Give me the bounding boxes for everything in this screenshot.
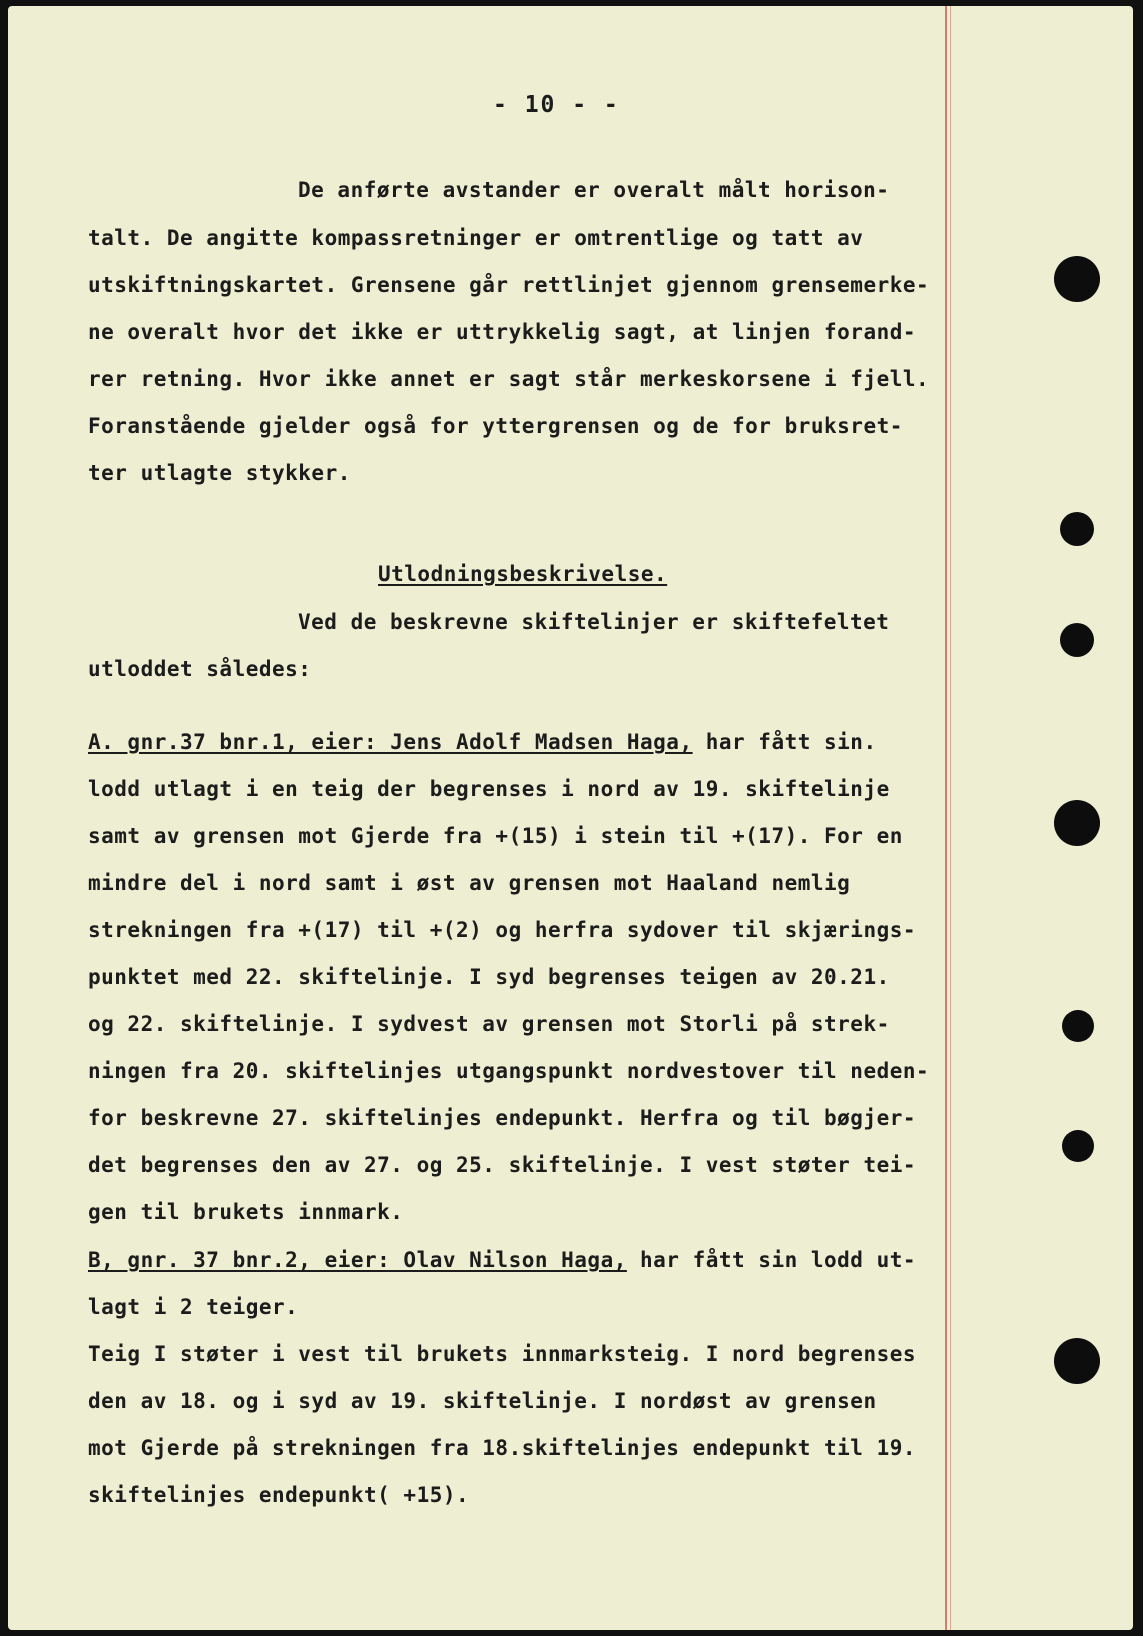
entry-a-rest: har fått sin. (692, 730, 877, 754)
entry-b-first-line (88, 1248, 916, 1272)
page-number: - 10 - - (493, 92, 620, 118)
section-line: Ved de beskrevne skiftelinjer er skiftefeltet (298, 610, 890, 634)
entry-a-owner: A. gnr.37 bnr.1, eier: Jens Adolf Madsen Haga, (88, 730, 693, 754)
binder-hole (1054, 256, 1100, 302)
intro-line: Foranstående gjelder også for yttergrensen og de for bruksret- (88, 414, 903, 438)
binder-hole (1062, 1010, 1094, 1042)
intro-line: rer retning. Hvor ikke annet er sagt står merkeskorsene i fjell. (88, 367, 930, 391)
section-heading: Utlodningsbeskrivelse. (378, 562, 668, 586)
entry-b-line: mot Gjerde på strekningen fra 18.skiftelinjes endepunkt til 19. (88, 1436, 917, 1460)
margin-rule-secondary (950, 6, 951, 1630)
entry-a-first-line (88, 730, 877, 754)
binder-hole (1054, 1338, 1100, 1384)
entry-a-line: ningen fra 20. skiftelinjes utgangspunkt nordvestover til neden- (88, 1059, 930, 1083)
binder-hole (1060, 623, 1094, 657)
entry-a-line: for beskrevne 27. skiftelinjes endepunkt. Herfra og til bøgjer- (88, 1106, 917, 1130)
entry-a-line: mindre del i nord samt i øst av grensen mot Haaland nemlig (88, 871, 851, 895)
entry-b-line: Teig I støter i vest til brukets innmarksteig. I nord begrenses (88, 1342, 917, 1366)
binder-hole (1054, 800, 1100, 846)
entry-a-line: gen til brukets innmark. (88, 1200, 404, 1224)
binder-hole (1060, 512, 1094, 546)
intro-line: talt. De angitte kompassretninger er omtrentlige og tatt av (88, 226, 864, 250)
entry-b-rest: har fått sin lodd ut- (626, 1248, 917, 1272)
entry-a-line: og 22. skiftelinje. I sydvest av grensen mot Storli på strek- (88, 1012, 890, 1036)
intro-line: ter utlagte stykker. (88, 461, 351, 485)
document-page (8, 6, 1133, 1630)
entry-b-line: skiftelinjes endepunkt( +15). (88, 1483, 470, 1507)
entry-a-line: lodd utlagt i en teig der begrenses i nord av 19. skiftelinje (88, 777, 890, 801)
section-line: utloddet således: (88, 657, 312, 681)
entry-a-line: strekningen fra +(17) til +(2) og herfra sydover til skjærings- (88, 918, 917, 942)
entry-a-line: samt av grensen mot Gjerde fra +(15) i stein til +(17). For en (88, 824, 903, 848)
intro-line: ne overalt hvor det ikke er uttrykkelig sagt, at linjen forand- (88, 320, 917, 344)
entry-b-line: lagt i 2 teiger. (88, 1295, 299, 1319)
binder-hole (1062, 1130, 1094, 1162)
entry-b-owner: B, gnr. 37 bnr.2, eier: Olav Nilson Haga, (88, 1248, 627, 1272)
margin-rule (945, 6, 947, 1630)
entry-a-line: det begrenses den av 27. og 25. skiftelinje. I vest støter tei- (88, 1153, 917, 1177)
entry-b-line: den av 18. og i syd av 19. skiftelinje. I nordøst av grensen (88, 1389, 877, 1413)
intro-line: De anførte avstander er overalt målt horison- (298, 178, 890, 202)
intro-line: utskiftningskartet. Grensene går rettlinjet gjennom grensemerke- (88, 273, 930, 297)
entry-a-line: punktet med 22. skiftelinje. I syd begrenses teigen av 20.21. (88, 965, 890, 989)
